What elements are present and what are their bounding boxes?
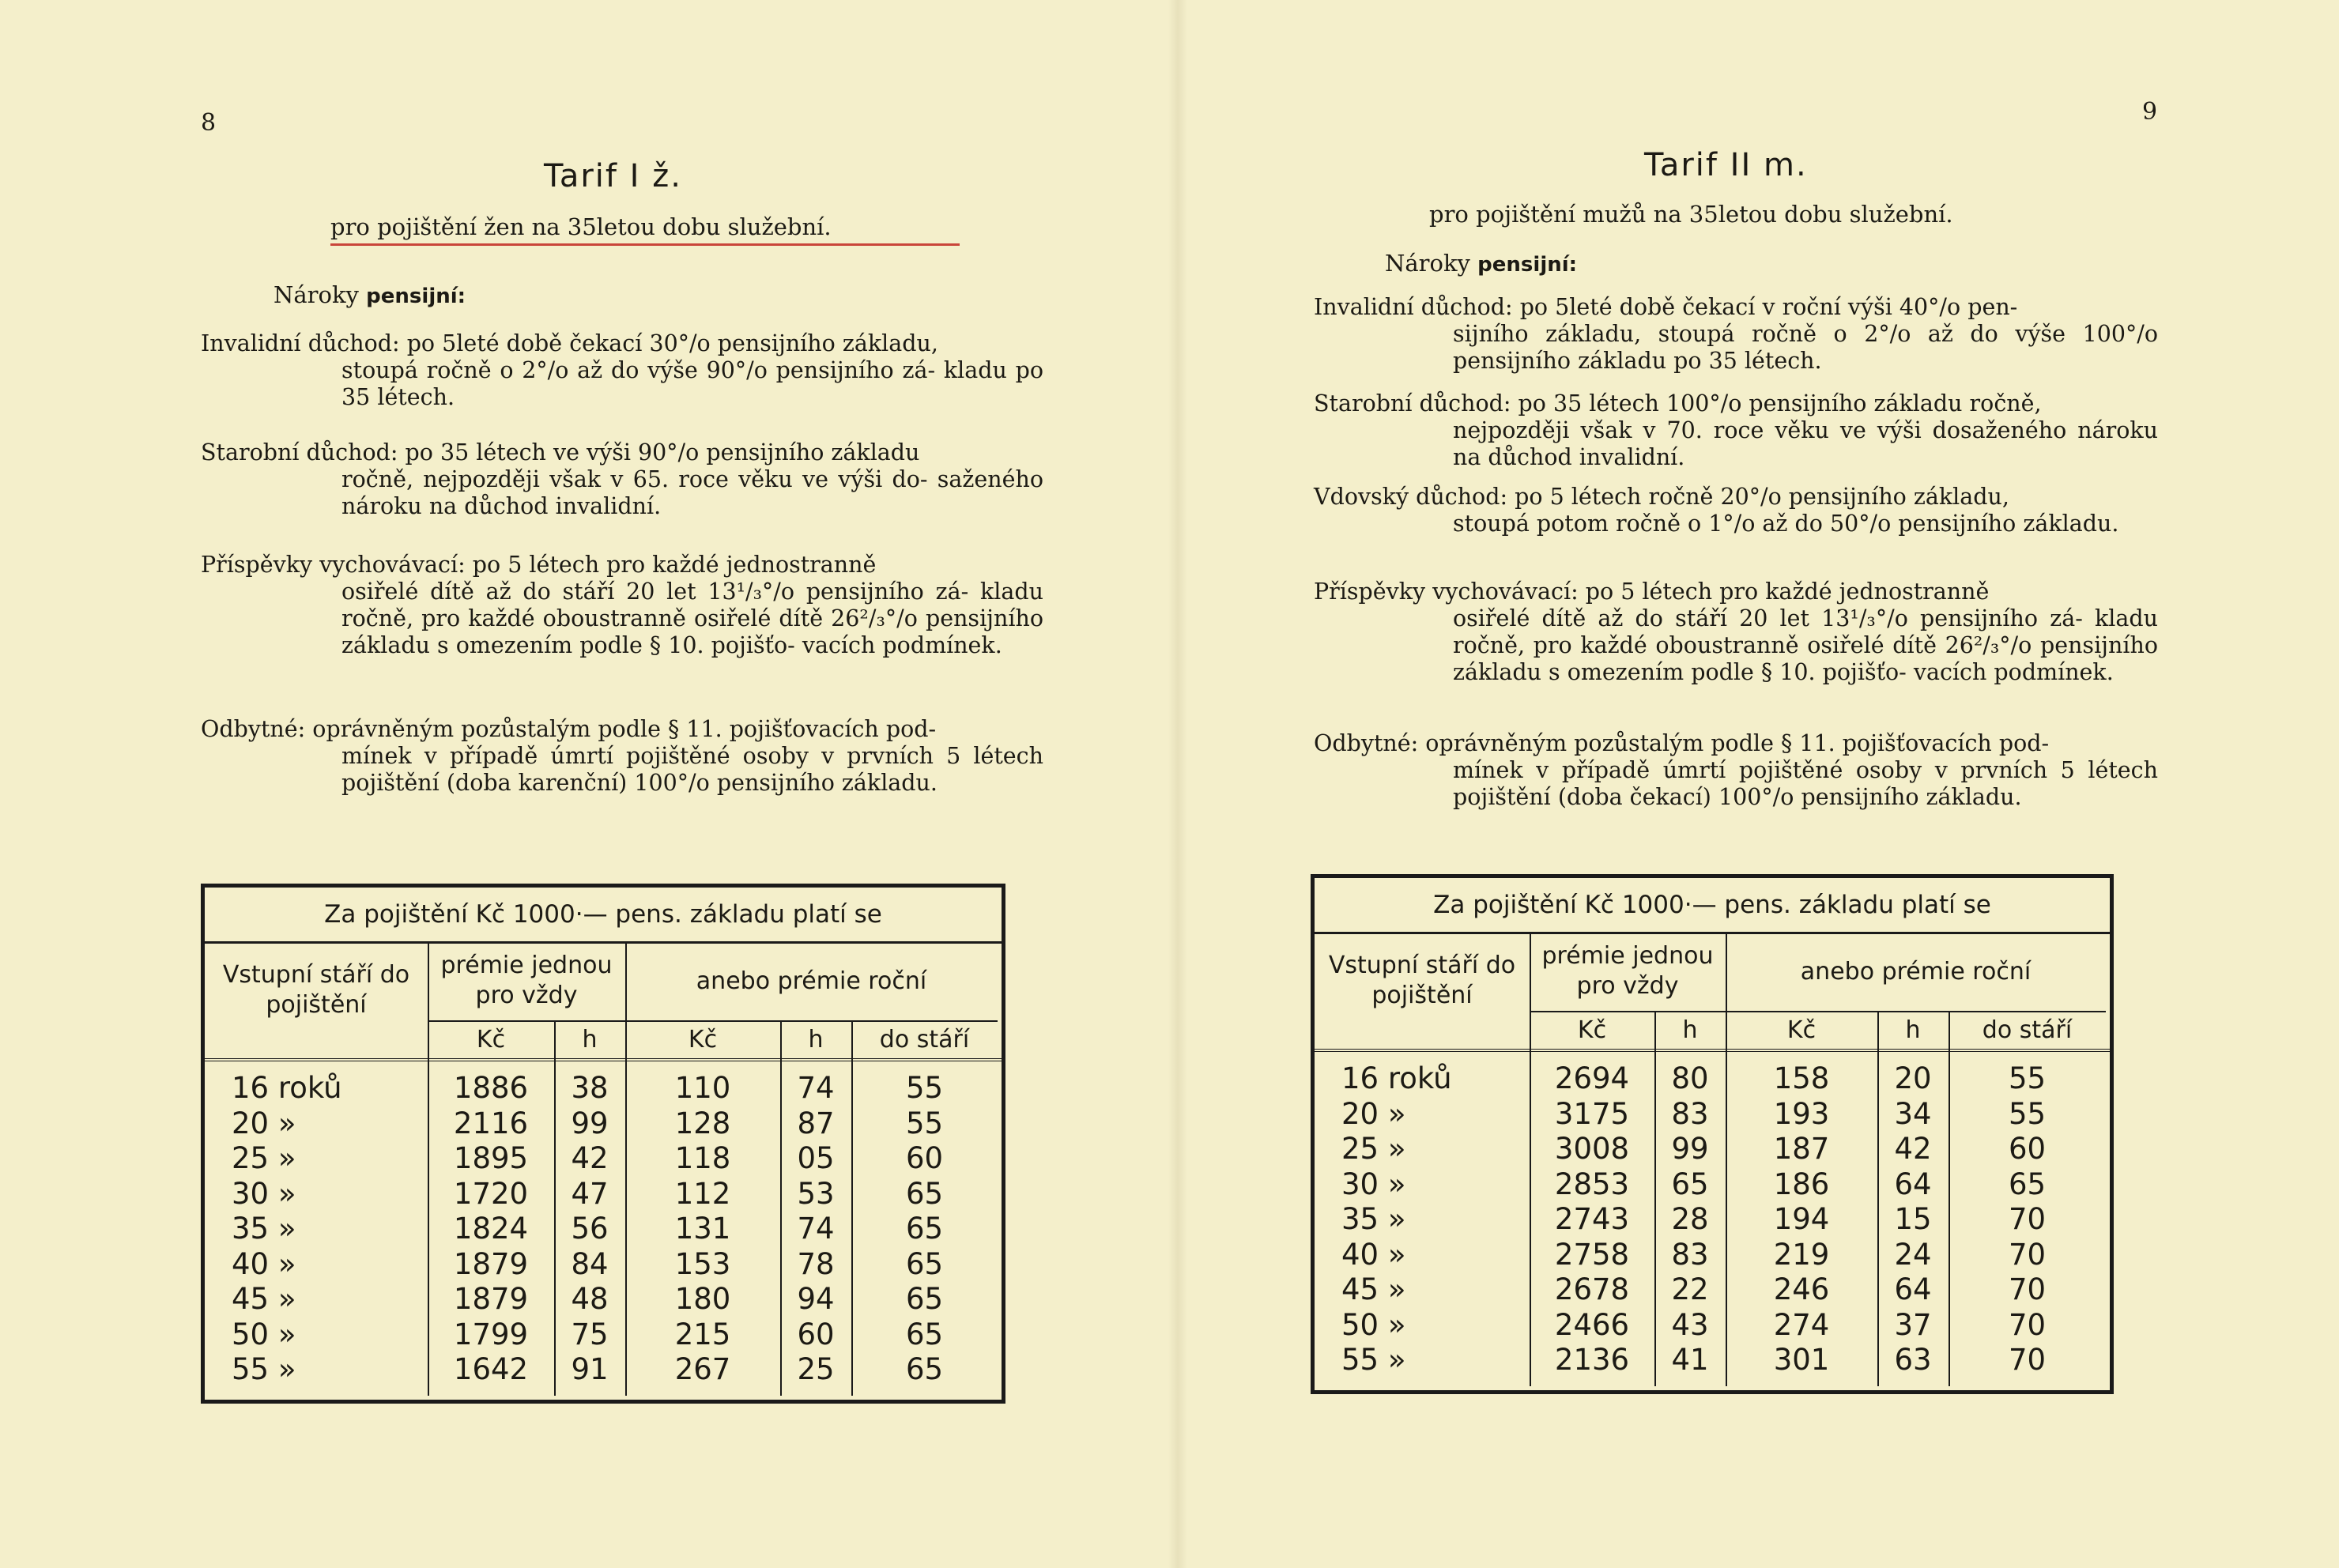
- sub-h2-header: h: [1905, 1016, 1921, 1044]
- page-subtitle: pro pojištění žen na 35letou dobu služební.: [330, 213, 960, 246]
- claims-heading: [274, 281, 466, 308]
- paragraph-first-line: Vdovský důchod: po 5 létech ročně 20°/o pensijního základu,: [1314, 484, 2009, 510]
- cell-age: 35 »: [232, 1212, 296, 1246]
- cell-annual-h: 05: [797, 1141, 835, 1175]
- cell-single-kc: 3008: [1554, 1132, 1630, 1166]
- cell-age: 50 »: [232, 1317, 296, 1351]
- paragraph-lump-sum: [1314, 730, 2158, 811]
- cell-annual-h: 94: [797, 1282, 835, 1316]
- table-row: [205, 1071, 1002, 1106]
- paragraph-child-allowance: [1314, 579, 2158, 686]
- cell-until-age: 55: [905, 1106, 944, 1140]
- claims-bold: pensijní:: [366, 285, 466, 308]
- table-row: [205, 1141, 1002, 1176]
- cell-annual-kc: 246: [1773, 1272, 1830, 1306]
- table-row: [205, 1177, 1002, 1212]
- paragraph-first-line: Odbytné: oprávněným pozůstalým podle § 11. pojišťovacích pod-: [201, 716, 937, 742]
- table-row: [1315, 1202, 2110, 1237]
- premium-table: [201, 884, 1005, 1404]
- cell-age: 25 »: [1341, 1132, 1406, 1166]
- cell-single-kc: 2853: [1554, 1167, 1630, 1201]
- table-caption: Za pojištění Kč 1000·— pens. základu platí se: [1315, 878, 2110, 934]
- cell-single-kc: 1642: [453, 1352, 529, 1386]
- cell-annual-kc: 131: [674, 1212, 731, 1246]
- cell-age: 16 roků: [232, 1071, 342, 1105]
- sub-kc2-header: Kč: [1786, 1016, 1816, 1044]
- cell-single-h: 80: [1671, 1061, 1709, 1095]
- cell-annual-kc: 193: [1773, 1096, 1830, 1131]
- premium-table: [1311, 874, 2114, 1394]
- cell-until-age: 60: [905, 1141, 944, 1175]
- page-title: Tarif I ž.: [544, 158, 682, 194]
- cell-until-age: 70: [2008, 1343, 2047, 1377]
- cell-annual-h: 63: [1894, 1343, 1932, 1377]
- cell-annual-h: 25: [797, 1352, 835, 1386]
- paragraph-first-line: Příspěvky vychovávací: po 5 létech pro každé jednostranně: [1314, 579, 1990, 605]
- book-gutter: [1168, 0, 1187, 1568]
- paragraph-continuation: mínek v případě úmrtí pojištěné osoby v prvních 5 létech pojištění (doba karenční) 100°/o pensijního základu.: [341, 743, 1043, 796]
- cell-annual-h: 53: [797, 1176, 835, 1211]
- sub-age-header: do stáří: [1982, 1016, 2073, 1044]
- sub-h2-header: h: [808, 1026, 824, 1054]
- cell-annual-h: 64: [1894, 1167, 1932, 1201]
- sub-age-header: do stáří: [879, 1026, 970, 1054]
- table-row: [1315, 1097, 2110, 1132]
- cell-single-h: 38: [571, 1071, 609, 1105]
- paragraph-first-line: Starobní důchod: po 35 létech 100°/o pensijního základu ročně,: [1314, 390, 2042, 416]
- paragraph-continuation: ročně, nejpozději však v 65. roce věku ve výši do- saženého nároku na důchod invalidní.: [341, 466, 1043, 519]
- table-row: [1315, 1238, 2110, 1272]
- col-age-header: Vstupní stáří do pojištění: [222, 961, 410, 1019]
- cell-single-kc: 2743: [1554, 1202, 1630, 1236]
- cell-annual-h: 78: [797, 1246, 835, 1281]
- cell-annual-kc: 194: [1773, 1202, 1830, 1236]
- paragraph-continuation: nejpozději však v 70. roce věku ve výši dosaženého nároku na důchod invalidní.: [1453, 417, 2158, 470]
- cell-single-h: 65: [1671, 1167, 1709, 1201]
- sub-kc-header: Kč: [476, 1026, 506, 1054]
- cell-until-age: 55: [905, 1071, 944, 1105]
- cell-annual-kc: 301: [1773, 1343, 1830, 1377]
- paragraph-first-line: Invalidní důchod: po 5leté době čekací v roční výši 40°/o pen-: [1314, 294, 2018, 320]
- cell-annual-kc: 187: [1773, 1132, 1830, 1166]
- cell-until-age: 70: [2008, 1307, 2047, 1342]
- cell-age: 30 »: [1341, 1167, 1406, 1201]
- paragraph-lump-sum: [201, 716, 1043, 797]
- table-row: [205, 1212, 1002, 1246]
- sub-h-header: h: [582, 1026, 598, 1054]
- paragraph-first-line: Příspěvky vychovávací: po 5 létech pro každé jednostranně: [201, 552, 877, 578]
- cell-annual-kc: 128: [674, 1106, 731, 1140]
- paragraph-child-allowance: [201, 552, 1043, 659]
- cell-single-h: 75: [571, 1317, 609, 1351]
- cell-single-kc: 2466: [1554, 1307, 1630, 1342]
- cell-single-kc: 1886: [453, 1071, 529, 1105]
- cell-age: 55 »: [1341, 1343, 1406, 1377]
- cell-single-h: 41: [1671, 1343, 1709, 1377]
- cell-annual-h: 87: [797, 1106, 835, 1140]
- cell-single-h: 43: [1671, 1307, 1709, 1342]
- cell-single-h: 99: [1671, 1132, 1709, 1166]
- cell-single-kc: 3175: [1554, 1096, 1630, 1131]
- cell-annual-h: 15: [1894, 1202, 1932, 1236]
- cell-age: 20 »: [1341, 1096, 1406, 1131]
- cell-single-h: 28: [1671, 1202, 1709, 1236]
- claims-bold: pensijní:: [1477, 253, 1578, 277]
- cell-single-kc: 1879: [453, 1282, 529, 1316]
- col-single-premium-header: prémie jednou pro vždy: [440, 952, 613, 1009]
- cell-single-kc: 2678: [1554, 1272, 1630, 1306]
- cell-age: 25 »: [232, 1141, 296, 1175]
- cell-single-h: 83: [1671, 1237, 1709, 1272]
- cell-single-h: 91: [571, 1352, 609, 1386]
- cell-until-age: 70: [2008, 1272, 2047, 1306]
- cell-annual-kc: 112: [674, 1176, 731, 1211]
- cell-age: 50 »: [1341, 1307, 1406, 1342]
- table-row: [1315, 1308, 2110, 1343]
- paragraph-continuation: stoupá potom ročně o 1°/o až do 50°/o pensijního základu.: [1453, 511, 2119, 537]
- claims-heading: [1385, 250, 1577, 277]
- cell-annual-h: 20: [1894, 1061, 1932, 1095]
- cell-annual-h: 24: [1894, 1237, 1932, 1272]
- cell-single-kc: 2116: [453, 1106, 529, 1140]
- cell-single-kc: 1824: [453, 1212, 529, 1246]
- paragraph-invalid: [1314, 294, 2158, 375]
- col-annual-premium-header: anebo prémie roční: [1800, 958, 2032, 986]
- cell-until-age: 65: [905, 1352, 944, 1386]
- cell-age: 20 »: [232, 1106, 296, 1140]
- table-row: [205, 1106, 1002, 1141]
- page-number: 9: [2142, 98, 2158, 126]
- cell-single-h: 84: [571, 1246, 609, 1281]
- cell-annual-h: 37: [1894, 1307, 1932, 1342]
- table-row: [1315, 1343, 2110, 1378]
- cell-single-h: 99: [571, 1106, 609, 1140]
- left-page: [0, 0, 1168, 1568]
- cell-single-kc: 1799: [453, 1317, 529, 1351]
- cell-annual-h: 74: [797, 1071, 835, 1105]
- paragraph-continuation: mínek v případě úmrtí pojištěné osoby v prvních 5 létech pojištění (doba čekací) 100°/o pensijního základu.: [1453, 757, 2158, 810]
- paragraph-continuation: stoupá ročně o 2°/o až do výše 90°/o pensijního zá- kladu po 35 létech.: [341, 357, 1043, 410]
- col-annual-premium-header: anebo prémie roční: [696, 967, 927, 995]
- table-row: [1315, 1132, 2110, 1167]
- right-page: [1187, 0, 2339, 1568]
- claims-label: Nároky: [274, 281, 359, 308]
- paragraph-continuation: osiřelé dítě až do stáří 20 let 13¹/₃°/o pensijního zá- kladu ročně, pro každé oboustranně osiřelé dítě 26²/₃°/o pensijního základu s omezením podle § 10. pojišťo- vacích podmínek.: [1453, 605, 2158, 685]
- page-number: 8: [201, 109, 217, 137]
- cell-until-age: 70: [2008, 1202, 2047, 1236]
- cell-annual-kc: 219: [1773, 1237, 1830, 1272]
- cell-age: 40 »: [232, 1246, 296, 1281]
- cell-age: 16 roků: [1341, 1061, 1452, 1095]
- cell-annual-kc: 215: [674, 1317, 731, 1351]
- table-row: [1315, 1061, 2110, 1096]
- cell-annual-kc: 180: [674, 1282, 731, 1316]
- page-title: Tarif II m.: [1644, 147, 1808, 183]
- table-row: [205, 1317, 1002, 1352]
- cell-annual-kc: 110: [674, 1071, 731, 1105]
- sub-h-header: h: [1682, 1016, 1698, 1044]
- cell-until-age: 55: [2008, 1061, 2047, 1095]
- paragraph-continuation: sijního základu, stoupá ročně o 2°/o až do výše 100°/o pensijního základu po 35 létech.: [1453, 321, 2158, 374]
- cell-single-h: 83: [1671, 1096, 1709, 1131]
- cell-single-h: 48: [571, 1282, 609, 1316]
- sub-kc2-header: Kč: [688, 1026, 718, 1054]
- cell-until-age: 55: [2008, 1096, 2047, 1131]
- cell-age: 40 »: [1341, 1237, 1406, 1272]
- cell-until-age: 65: [905, 1317, 944, 1351]
- cell-single-h: 42: [571, 1141, 609, 1175]
- cell-age: 45 »: [232, 1282, 296, 1316]
- paragraph-old-age: [201, 439, 1043, 520]
- cell-single-h: 56: [571, 1212, 609, 1246]
- table-row: [1315, 1272, 2110, 1307]
- cell-age: 30 »: [232, 1176, 296, 1211]
- cell-annual-h: 74: [797, 1212, 835, 1246]
- cell-age: 45 »: [1341, 1272, 1406, 1306]
- cell-annual-kc: 186: [1773, 1167, 1830, 1201]
- paragraph-widow: [1314, 484, 2158, 537]
- cell-single-kc: 2136: [1554, 1343, 1630, 1377]
- paragraph-first-line: Starobní důchod: po 35 létech ve výši 90°/o pensijního základu: [201, 439, 920, 466]
- cell-until-age: 60: [2008, 1132, 2047, 1166]
- cell-single-kc: 1879: [453, 1246, 529, 1281]
- cell-single-kc: 1720: [453, 1176, 529, 1211]
- cell-annual-kc: 118: [674, 1141, 731, 1175]
- cell-single-kc: 2758: [1554, 1237, 1630, 1272]
- paragraph-continuation: osiřelé dítě až do stáří 20 let 13¹/₃°/o pensijního zá- kladu ročně, pro každé oboustranně osiřelé dítě 26²/₃°/o pensijního základu s omezením podle § 10. pojišťo- vacích podmínek.: [341, 579, 1043, 658]
- cell-annual-kc: 158: [1773, 1061, 1830, 1095]
- cell-single-kc: 1895: [453, 1141, 529, 1175]
- paragraph-first-line: Odbytné: oprávněným pozůstalým podle § 11. pojišťovacích pod-: [1314, 730, 2050, 756]
- table-caption: Za pojištění Kč 1000·— pens. základu platí se: [205, 888, 1002, 944]
- cell-until-age: 65: [905, 1212, 944, 1246]
- table-row: [1315, 1167, 2110, 1202]
- cell-age: 35 »: [1341, 1202, 1406, 1236]
- col-single-premium-header: prémie jednou pro vždy: [1541, 942, 1714, 1000]
- paragraph-invalid: [201, 330, 1043, 411]
- table-row: [205, 1352, 1002, 1387]
- cell-until-age: 70: [2008, 1237, 2047, 1272]
- cell-single-h: 47: [571, 1176, 609, 1211]
- cell-annual-h: 34: [1894, 1096, 1932, 1131]
- cell-single-kc: 2694: [1554, 1061, 1630, 1095]
- cell-age: 55 »: [232, 1352, 296, 1386]
- cell-annual-h: 42: [1894, 1132, 1932, 1166]
- cell-annual-h: 64: [1894, 1272, 1932, 1306]
- paragraph-old-age: [1314, 390, 2158, 471]
- cell-until-age: 65: [2008, 1167, 2047, 1201]
- cell-annual-kc: 274: [1773, 1307, 1830, 1342]
- sub-kc-header: Kč: [1577, 1016, 1607, 1044]
- cell-annual-h: 60: [797, 1317, 835, 1351]
- cell-single-h: 22: [1671, 1272, 1709, 1306]
- cell-until-age: 65: [905, 1176, 944, 1211]
- cell-annual-kc: 153: [674, 1246, 731, 1281]
- cell-until-age: 65: [905, 1246, 944, 1281]
- col-age-header: Vstupní stáří do pojištění: [1328, 952, 1516, 1009]
- paragraph-first-line: Invalidní důchod: po 5leté době čekací 30°/o pensijního základu,: [201, 330, 938, 356]
- table-row: [205, 1282, 1002, 1317]
- claims-label: Nároky: [1385, 250, 1470, 277]
- table-row: [205, 1247, 1002, 1282]
- page-subtitle: pro pojištění mužů na 35letou dobu služební.: [1429, 201, 1953, 228]
- cell-annual-kc: 267: [674, 1352, 731, 1386]
- cell-until-age: 65: [905, 1282, 944, 1316]
